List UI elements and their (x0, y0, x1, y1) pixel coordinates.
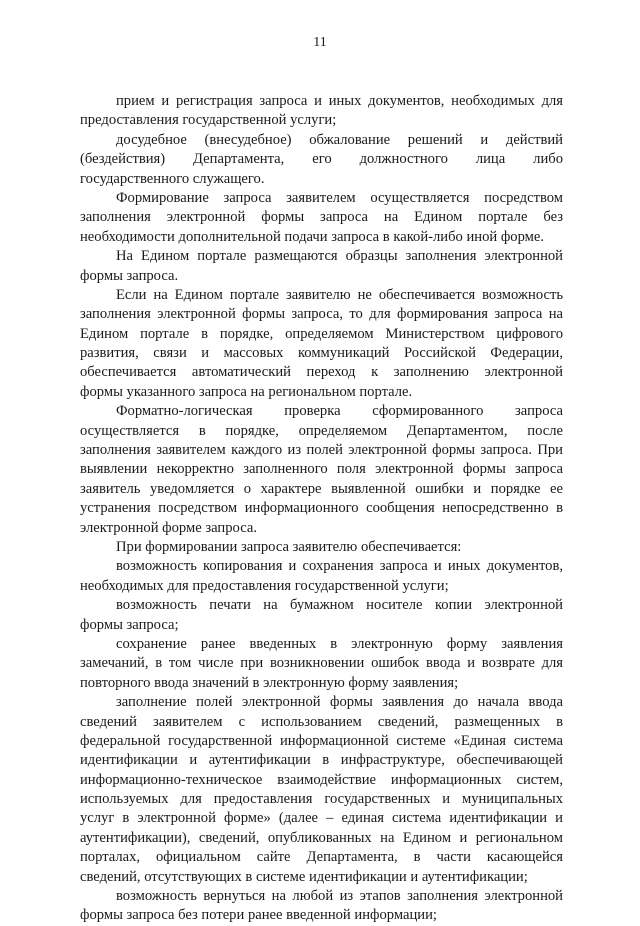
text-line: сведений, отсутствующих в системе идентификации и аутентификации; (80, 868, 528, 885)
text-line: досудебное (внесудебное) обжалование решений и действий (116, 131, 563, 148)
text-line: Форматно-логическая проверка сформированного запроса (116, 403, 563, 420)
text-line: порталах, официальном сайте Департамента, в части касающейся (80, 849, 563, 866)
text-line: замечаний, в том числе при возникновении ошибок ввода и возврате для (80, 655, 563, 672)
document-body (80, 92, 563, 926)
text-line: развития, связи и массовых коммуникаций Российской Федерации, (80, 345, 563, 362)
text-line: устранения посредством информационного сообщения непосредственно в (80, 500, 563, 517)
text-line: формы указанного запроса на региональном портале. (80, 383, 413, 400)
page-number: 11 (313, 35, 327, 50)
text-line: предоставления государственной услуги; (80, 112, 337, 129)
text-line: возможность копирования и сохранения запроса и иных документов, (116, 558, 563, 575)
text-line: формы запроса. (80, 267, 179, 284)
text-line: сведений заявителем с использованием сведений, размещенных в (80, 713, 563, 730)
text-line: федеральной государственной информационной системе «Единая система (80, 732, 563, 749)
text-line: возможность печати на бумажном носителе копии электронной (116, 597, 563, 614)
text-line: заполнения электронной формы запроса, то для формирования запроса на (80, 306, 563, 323)
text-line: (бездействия) Департамента, его должностного лица либо (80, 151, 563, 168)
text-line: формы запроса; (80, 616, 179, 633)
text-line: повторного ввода значений в электронную форму заявления; (80, 674, 459, 691)
text-line: аутентификации), сведений, опубликованных на Едином и региональном (80, 829, 563, 846)
text-line: идентификации и аутентификации в инфраструктуре, обеспечивающей (80, 752, 563, 769)
text-line: На Едином портале размещаются образцы заполнения электронной (116, 248, 563, 265)
text-line: формы запроса без потери ранее введенной информации; (80, 907, 437, 924)
text-line: Едином портале в порядке, определяемом Министерством цифрового (80, 325, 563, 342)
text-line: услуг в электронной форме» (далее – единая система идентификации и (80, 810, 563, 827)
text-line: прием и регистрация запроса и иных документов, необходимых для (116, 93, 563, 109)
text-line: заполнения электронной формы запроса на Едином портале без (80, 209, 563, 226)
text-line: электронной форме запроса. (80, 519, 257, 536)
text-line: сохранение ранее введенных в электронную форму заявления (116, 635, 563, 652)
text-line: необходимости дополнительной подачи запроса в какой-либо иной форме. (80, 228, 545, 245)
text-line: информационно-техническое взаимодействие информационных систем, (80, 771, 563, 788)
text-line: обеспечивается автоматический переход к заполнению электронной (80, 364, 563, 381)
text-line: государственного служащего. (80, 170, 265, 187)
text-line: выявлении некорректно заполненного поля электронной формы запроса (80, 461, 563, 478)
text-line: используемых для предоставления государственных и муниципальных (80, 791, 563, 808)
text-line: необходимых для предоставления государственной услуги; (80, 577, 449, 594)
text-line: заполнение полей электронной формы заявления до начала ввода (116, 694, 563, 711)
text-line: Формирование запроса заявителем осуществляется посредством (116, 189, 563, 206)
text-line: При формировании запроса заявителю обеспечивается: (116, 538, 462, 555)
text-line: возможность вернуться на любой из этапов заполнения электронной (116, 888, 563, 905)
text-line: заполнения заявителем каждого из полей электронной формы запроса. При (80, 442, 563, 459)
text-line: заявитель уведомляется о характере выявленной ошибки и порядке ее (80, 480, 563, 497)
text-line: Если на Едином портале заявителю не обеспечивается возможность (116, 286, 563, 303)
text-line: осуществляется в порядке, определяемом Департаментом, после (80, 422, 563, 439)
